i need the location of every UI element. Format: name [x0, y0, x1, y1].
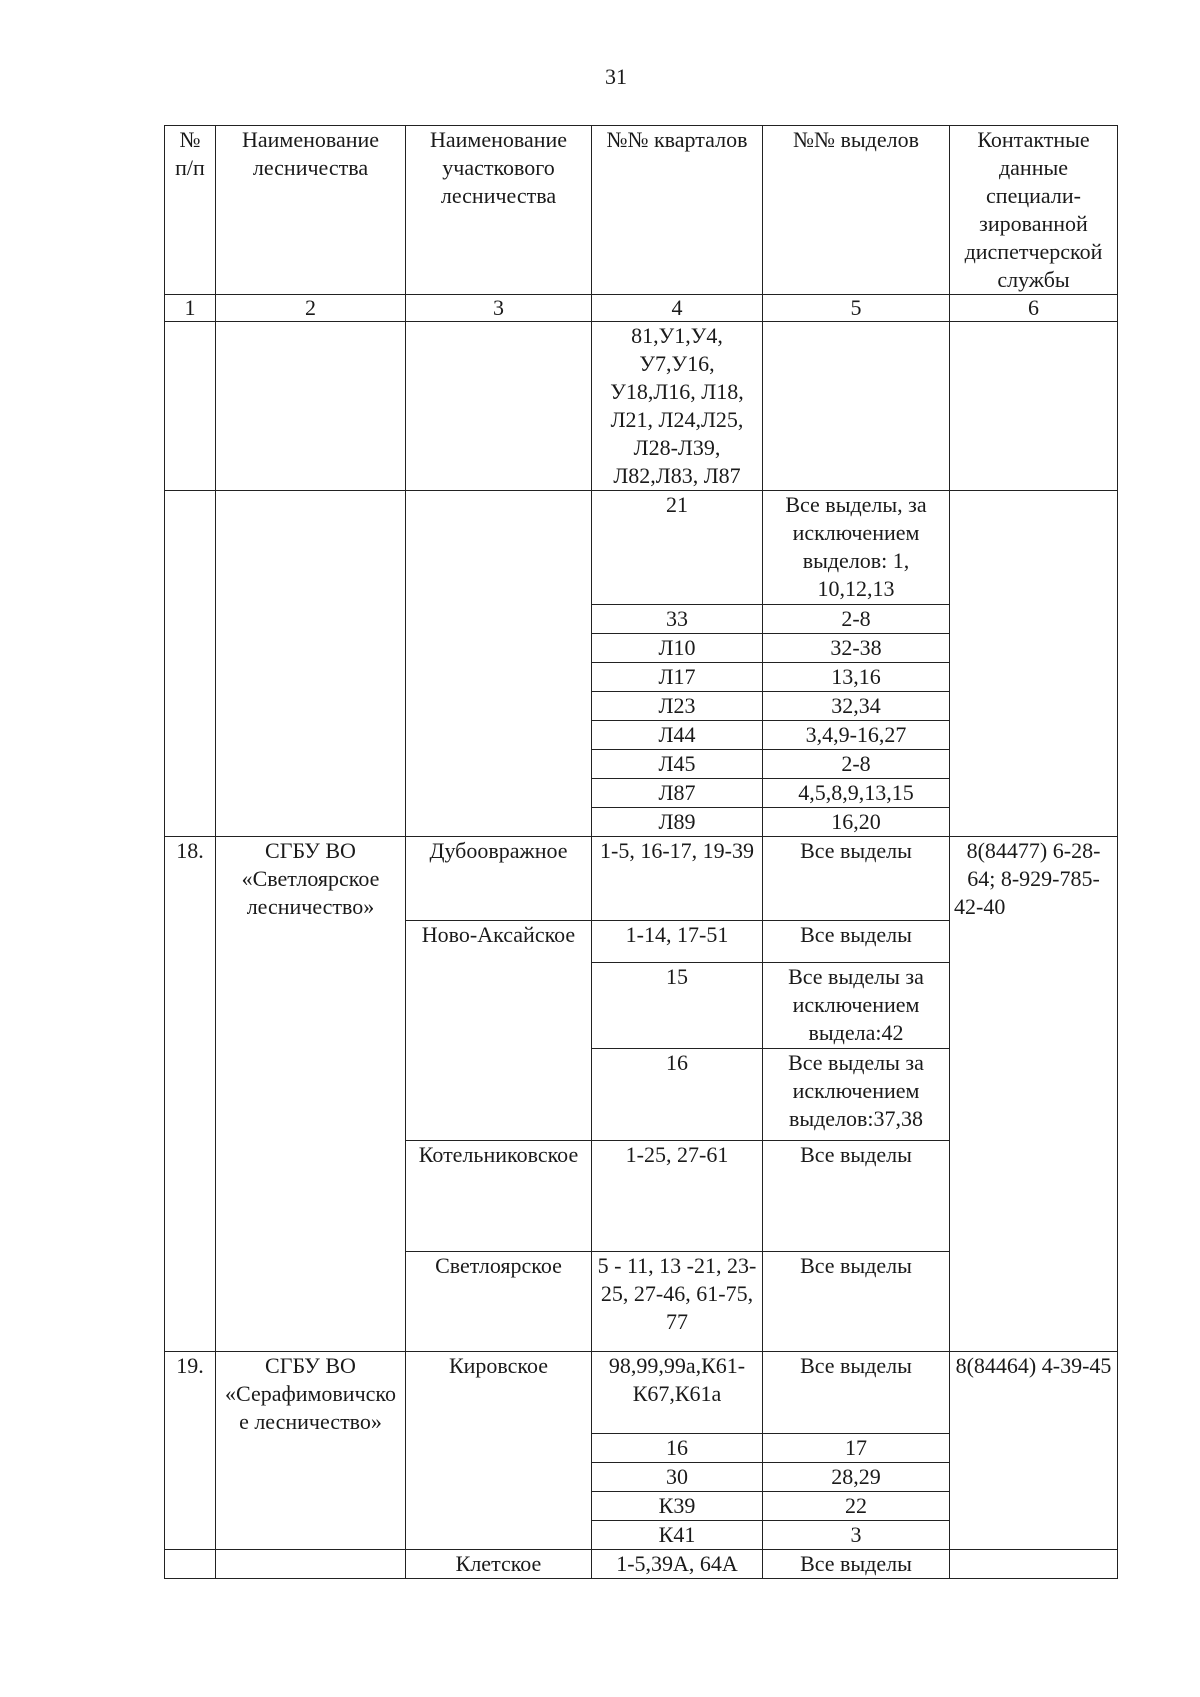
empty-cell — [165, 322, 216, 491]
forestry-table — [164, 125, 1118, 1579]
sections-cell: 32,34 — [763, 692, 950, 721]
quarters-cell: К41 — [592, 1521, 763, 1550]
header-contact: Контактные данные специали-зированной диспетчерской службы — [950, 126, 1118, 295]
entry-number: 19. — [165, 1352, 216, 1550]
header-row — [165, 126, 1118, 295]
quarters-cell: Л10 — [592, 634, 763, 663]
empty-cell — [216, 491, 406, 837]
quarters-cell: 16 — [592, 1049, 763, 1141]
quarters-cell: Л44 — [592, 721, 763, 750]
quarters-cell: 21 — [592, 491, 763, 605]
table-row — [165, 1550, 1118, 1579]
colnum-5: 5 — [763, 295, 950, 322]
district-name: Ново-Аксайское — [406, 921, 592, 1141]
empty-cell — [165, 1550, 216, 1579]
page-number: 31 — [605, 64, 627, 89]
sections-cell: 2-8 — [763, 750, 950, 779]
sections-cell: 4,5,8,9,13,15 — [763, 779, 950, 808]
quarters-cell: 1-5,39А, 64А — [592, 1550, 763, 1579]
header-sections: №№ выделов — [763, 126, 950, 295]
quarters-cell: 1-5, 16-17, 19-39 — [592, 837, 763, 921]
contact-cell: 8(84477) 6-28-64; 8-929-785-42-40 — [950, 837, 1118, 1352]
quarters-cell: К39 — [592, 1492, 763, 1521]
quarters-cell: 98,99,99а,К61-К67,К61а — [592, 1352, 763, 1434]
colnum-1: 1 — [165, 295, 216, 322]
empty-cell — [165, 491, 216, 837]
empty-cell — [406, 322, 592, 491]
district-name: Светлоярское — [406, 1252, 592, 1352]
forestry-name: СГБУ ВО «Серафимовичское лесничество» — [216, 1352, 406, 1550]
sections-cell: Все выделы — [763, 1352, 950, 1434]
empty-cell — [763, 322, 950, 491]
quarters-cell: 16 — [592, 1434, 763, 1463]
contact-cell: 8(84464) 4-39-45 — [950, 1352, 1118, 1550]
sections-cell: 3,4,9-16,27 — [763, 721, 950, 750]
sections-cell: 13,16 — [763, 663, 950, 692]
district-name: Кировское — [406, 1352, 592, 1550]
column-number-row — [165, 295, 1118, 322]
quarters-cell: 33 — [592, 605, 763, 634]
sections-cell: Все выделы — [763, 1252, 950, 1352]
table-row — [165, 1352, 1118, 1434]
quarters-cell: 5 - 11, 13 -21, 23-25, 27-46, 61-75, 77 — [592, 1252, 763, 1352]
quarters-cell: 1-25, 27-61 — [592, 1141, 763, 1252]
district-name: Дубоовражное — [406, 837, 592, 921]
entry-number: 18. — [165, 837, 216, 1352]
sections-cell: Все выделы за исключением выдела:42 — [763, 963, 950, 1049]
sections-cell: Все выделы — [763, 1550, 950, 1579]
empty-cell — [950, 322, 1118, 491]
forestry-name: СГБУ ВО «Светлоярское лесничество» — [216, 837, 406, 1352]
quarters-cell: Л89 — [592, 808, 763, 837]
table-row — [165, 491, 1118, 605]
colnum-3: 3 — [406, 295, 592, 322]
empty-cell — [216, 1550, 406, 1579]
district-name: Клетское — [406, 1550, 592, 1579]
empty-cell — [216, 322, 406, 491]
header-district: Наименование участкового лесничества — [406, 126, 592, 295]
header-quarters: №№ кварталов — [592, 126, 763, 295]
sections-cell: 2-8 — [763, 605, 950, 634]
colnum-2: 2 — [216, 295, 406, 322]
sections-cell: 22 — [763, 1492, 950, 1521]
table-row — [165, 837, 1118, 921]
sections-cell: 32-38 — [763, 634, 950, 663]
sections-cell: Все выделы, за исключением выделов: 1, 10,12,13 — [763, 491, 950, 605]
quarters-cell: Л45 — [592, 750, 763, 779]
quarters-cell: 30 — [592, 1463, 763, 1492]
sections-cell: Все выделы — [763, 921, 950, 963]
sections-cell: 3 — [763, 1521, 950, 1550]
colnum-4: 4 — [592, 295, 763, 322]
sections-cell: Все выделы за исключением выделов:37,38 — [763, 1049, 950, 1141]
empty-cell — [950, 1550, 1118, 1579]
empty-cell — [950, 491, 1118, 837]
sections-cell: Все выделы — [763, 837, 950, 921]
district-name: Котельниковское — [406, 1141, 592, 1252]
sections-cell: 17 — [763, 1434, 950, 1463]
empty-cell — [406, 491, 592, 837]
sections-cell: 16,20 — [763, 808, 950, 837]
sections-cell: 28,29 — [763, 1463, 950, 1492]
header-num: № п/п — [165, 126, 216, 295]
table-row — [165, 322, 1118, 491]
quarters-cell: 1-14, 17-51 — [592, 921, 763, 963]
colnum-6: 6 — [950, 295, 1118, 322]
quarters-cell: 81,У1,У4, У7,У16, У18,Л16, Л18, Л21, Л24,Л25, Л28-Л39, Л82,Л83, Л87 — [592, 322, 763, 491]
quarters-cell: Л17 — [592, 663, 763, 692]
quarters-cell: 15 — [592, 963, 763, 1049]
quarters-cell: Л23 — [592, 692, 763, 721]
header-forestry: Наименование лесничества — [216, 126, 406, 295]
sections-cell: Все выделы — [763, 1141, 950, 1252]
quarters-cell: Л87 — [592, 779, 763, 808]
